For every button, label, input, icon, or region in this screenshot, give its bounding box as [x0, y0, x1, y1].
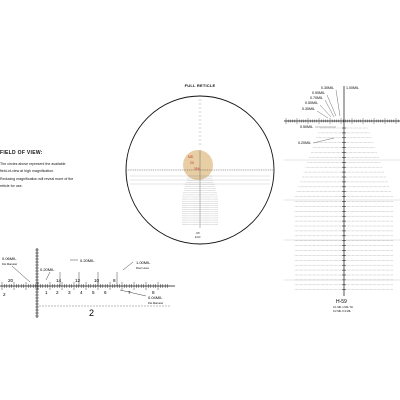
left-callout-4-sub: Floor Lines	[136, 267, 149, 270]
bottom-mark-1: 3/8	[196, 232, 200, 235]
field-of-view-heading: FIELD OF VIEW:	[0, 150, 43, 156]
lower-number-6: 5	[92, 290, 95, 295]
left-callout-2: 0.20MIL	[80, 258, 95, 263]
left-dot	[166, 306, 167, 307]
field-of-view-description	[0, 161, 82, 191]
lower-number-4: 3	[68, 290, 71, 295]
fov-line-4: reticle for use.	[0, 184, 23, 189]
upper-number-2: 14	[56, 278, 62, 283]
left-dot	[127, 306, 128, 307]
left-dot	[100, 306, 101, 307]
upper-number-4: 10	[94, 278, 100, 283]
left-callout-5-sub: Dot Diameter	[148, 302, 164, 305]
fov-line-2: field-of-view at high magnification.	[0, 169, 55, 174]
right-callout-6: 0.30MIL	[302, 107, 315, 111]
left-detail-view	[0, 248, 175, 318]
right-leader-3	[327, 95, 336, 116]
lower-number-8: 7	[128, 290, 131, 295]
right-callout-5: 0.50MIL	[305, 101, 318, 105]
right-detail-view	[284, 86, 400, 313]
left-dot	[70, 306, 71, 307]
left-dot	[85, 306, 86, 307]
left-dot	[121, 306, 122, 307]
right-leader-1	[336, 90, 340, 116]
right-callout-8: 0.20MIL	[298, 141, 311, 145]
right-callout-3: 0.90MIL	[312, 91, 325, 95]
left-dot	[160, 306, 161, 307]
left-dot	[40, 306, 41, 307]
left-dot	[163, 306, 164, 307]
left-dot	[115, 306, 116, 307]
center-mark-2x: 2X	[190, 161, 195, 165]
left-dot	[49, 306, 50, 307]
left-dot	[109, 306, 110, 307]
left-dot	[52, 306, 53, 307]
lower-number-3: 2	[56, 290, 59, 295]
upper-number-5: 8	[113, 278, 116, 283]
lower-number-7: 6	[104, 290, 107, 295]
right-callout-4: 0.70MIL	[310, 96, 323, 100]
big-number: 2	[89, 308, 95, 318]
left-dot-row	[40, 306, 170, 307]
left-dot	[112, 306, 113, 307]
fov-line-3: Reducing magnification will reveal more of the	[0, 176, 74, 181]
left-dot	[130, 306, 131, 307]
fov-line-1: The circles above represent the available	[0, 162, 66, 166]
full-reticle-view	[126, 96, 274, 244]
right-footnote-2: 0.2 MIL 0.3 MIL	[333, 310, 351, 313]
bottom-mark-2: ECR	[195, 236, 201, 239]
left-dot	[169, 306, 170, 307]
left-dot	[136, 306, 137, 307]
reticle-name: H-59	[336, 299, 347, 305]
right-leader-8	[313, 138, 334, 143]
left-dot	[142, 306, 143, 307]
center-mark-35x: 35X	[194, 167, 201, 171]
center-mark-md: MD	[188, 155, 194, 159]
left-dot	[97, 306, 98, 307]
left-dot	[61, 306, 62, 307]
left-dot	[55, 306, 56, 307]
right-christmas-tree	[284, 128, 400, 290]
right-callout-2: 1.00MIL	[346, 86, 359, 90]
left-dot	[139, 306, 140, 307]
right-callout-7: 0.50MIL	[300, 125, 313, 129]
left-dot	[94, 306, 95, 307]
left-callout-4: 1.00MIL	[136, 260, 151, 265]
right-callout-1: 0.30MIL	[321, 86, 334, 90]
left-dot	[46, 306, 47, 307]
left-dot	[103, 306, 104, 307]
left-callout-5: 0.04MIL	[148, 295, 163, 300]
left-dot	[124, 306, 125, 307]
left-callout-3: 0.20MIL	[40, 267, 55, 272]
full-reticle-title: FULL RETICLE	[184, 83, 216, 88]
left-callout-1-sub: Dot Diameter	[2, 263, 18, 266]
upper-number-3: 12	[75, 278, 81, 283]
left-dot	[73, 306, 74, 307]
left-dot	[133, 306, 134, 307]
left-leader-4	[123, 262, 133, 270]
left-dot	[148, 306, 149, 307]
left-dot	[79, 306, 80, 307]
lower-number-2: 1	[45, 290, 48, 295]
left-dot	[67, 306, 68, 307]
left-callout-1: 0.06MIL	[2, 256, 17, 261]
left-leader-5	[120, 290, 146, 296]
lower-number-9: 8	[152, 290, 155, 295]
left-dot	[145, 306, 146, 307]
left-leader-1	[12, 266, 30, 282]
left-dot	[58, 306, 59, 307]
left-dot	[106, 306, 107, 307]
left-dot	[43, 306, 44, 307]
left-dot	[154, 306, 155, 307]
upper-number-1: 20	[8, 278, 14, 283]
right-footnote-1: 0.1 MIL 1 MIL TH	[333, 306, 353, 309]
right-leader-5	[320, 105, 331, 117]
left-dot	[157, 306, 158, 307]
left-leader-3	[46, 272, 50, 280]
left-dot	[151, 306, 152, 307]
lower-number-1: 2	[3, 292, 6, 297]
left-dot	[88, 306, 89, 307]
lower-number-5: 4	[80, 290, 83, 295]
left-dot	[64, 306, 65, 307]
left-dot	[118, 306, 119, 307]
left-dot	[76, 306, 77, 307]
upper-hash-marks	[199, 100, 202, 144]
left-dot	[82, 306, 83, 307]
left-dot	[91, 306, 92, 307]
